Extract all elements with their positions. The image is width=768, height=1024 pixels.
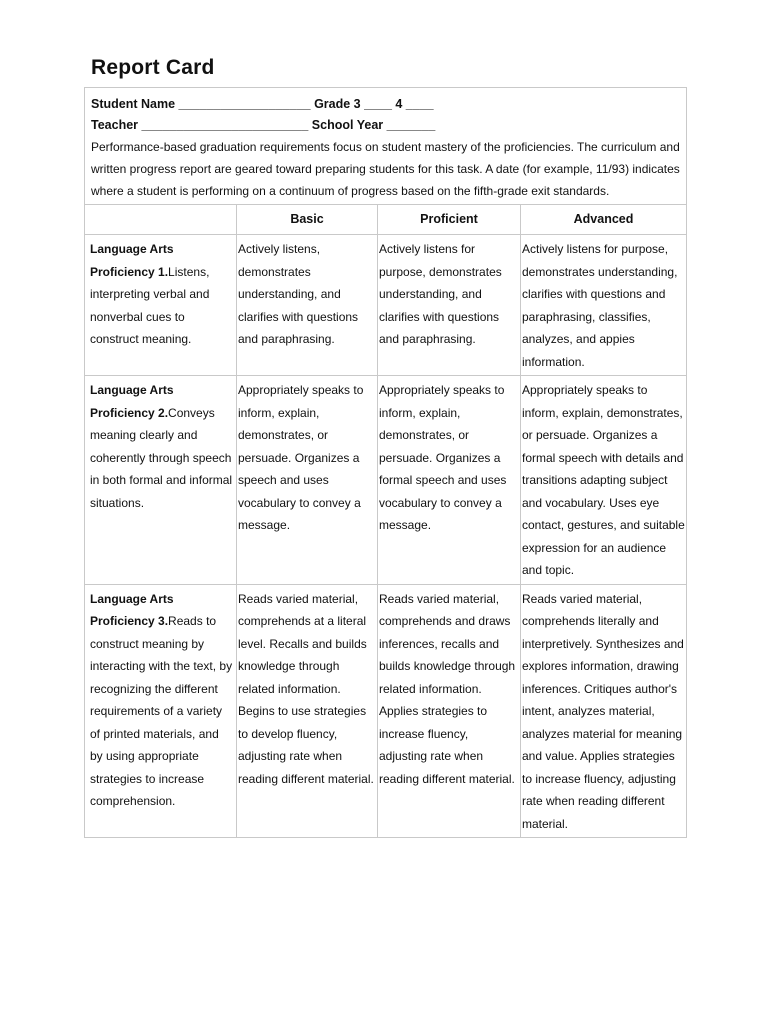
proficiency-description: Conveys meaning clearly and coherently through speech in both formal and informal situations. [90,405,233,510]
proficient-cell: Appropriately speaks to inform, explain, demonstrates, or persuade. Organizes a formal speech and uses vocabulary to convey a message. [378,376,521,585]
basic-cell: Reads varied material, comprehends at a literal level. Recalls and builds knowledge through related information. Begins to use strategies to develop fluency, adjusting rate when reading different material. [237,584,378,838]
proficiency-cell [85,235,237,376]
advanced-cell: Actively listens for purpose, demonstrates understanding, clarifies with questions and paraphrasing, classifies, analyzes, and appies information. [521,235,687,376]
basic-cell: Appropriately speaks to inform, explain, demonstrates, or persuade. Organizes a speech and uses vocabulary to convey a message. [237,376,378,585]
table-row [85,376,687,585]
header-basic: Basic [237,205,378,235]
basic-cell: Actively listens, demonstrates understanding, and clarifies with questions and paraphrasing. [237,235,378,376]
table-row [85,584,687,838]
report-card-table [84,87,687,838]
teacher-school-year-line: Teacher ________________________ School Year _______ [91,118,436,132]
advanced-cell: Appropriately speaks to inform, explain, demonstrates, or persuade. Organizes a formal speech with details and transitions adapting subject and vocabulary. Uses eye contact, gestures, and suitable expression for an audience and topic. [521,376,687,585]
student-info-row [85,88,687,205]
proficiency-title: Language Arts Proficiency 3. [90,591,174,628]
requirements-description: Performance-based graduation requirements focus on student mastery of the proficiencies. The curriculum and written progress report are geared toward preparing students for this task. A date (for example, 11/93) indicates where a student is performing on a continuum of progress based on the fifth-grade exit standards. [91,140,680,198]
proficient-cell: Reads varied material, comprehends and draws inferences, recalls and builds knowledge through related information. Applies strategies to increase fluency, adjusting rate when reading different material. [378,584,521,838]
student-info-cell [85,88,687,205]
header-empty [85,205,237,235]
advanced-cell: Reads varied material, comprehends literally and interpretively. Synthesizes and explores information, drawing inferences. Critiques author's intent, analyzes material, analyzes material for meaning and value. Applies strategies to increase fluency, adjusting rate when reading different material. [521,584,687,838]
proficiency-description: Reads to construct meaning by interacting with the text, by recognizing the different requirements of a variety of printed materials, and by using appropriate strategies to increase comprehension. [90,614,233,808]
header-advanced: Advanced [521,205,687,235]
page-title: Report Card [91,56,215,79]
student-name-grade-line: Student Name ___________________ Grade 3 ____ 4 ____ [91,97,434,111]
proficiency-title: Language Arts Proficiency 2. [90,383,174,420]
proficiency-title: Language Arts Proficiency 1. [90,242,174,279]
column-header-row [85,205,687,235]
header-proficient: Proficient [378,205,521,235]
proficiency-cell [85,584,237,838]
table-row [85,235,687,376]
proficient-cell: Actively listens for purpose, demonstrates understanding, and clarifies with questions and paraphrasing. [378,235,521,376]
proficiency-cell [85,376,237,585]
proficiency-description: Listens, interpreting verbal and nonverbal cues to construct meaning. [90,264,210,346]
